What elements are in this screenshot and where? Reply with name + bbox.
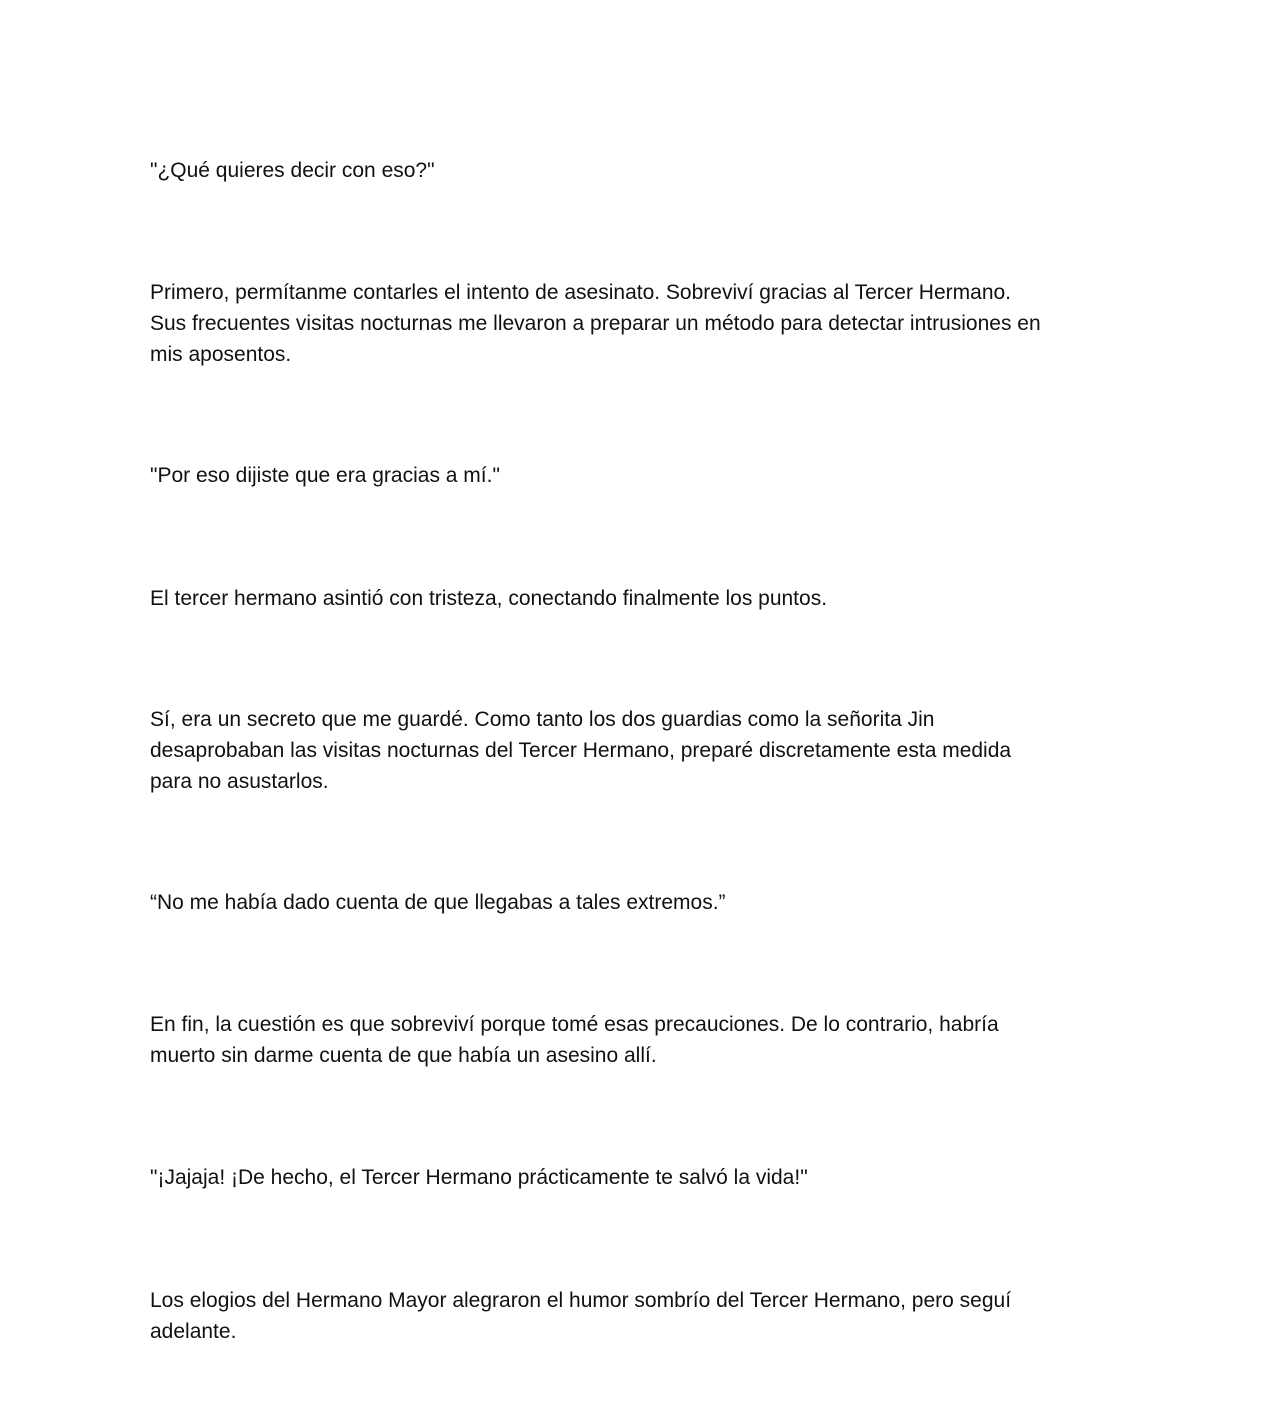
paragraph-dialogue: [150, 155, 1140, 186]
text-line: Los elogios del Hermano Mayor alegraron el humor sombrío del Tercer Hermano, pero seguí: [150, 1289, 1012, 1312]
paragraph-narration: [150, 583, 1140, 614]
text-line: para no asustarlos.: [150, 770, 329, 793]
paragraph-narration: [150, 704, 1140, 797]
paragraph-narration: [150, 1009, 1140, 1071]
text-line: desaprobaban las visitas nocturnas del Tercer Hermano, preparé discretamente esta medida: [150, 739, 1012, 762]
text-line: Primero, permítanme contarles el intento de asesinato. Sobreviví gracias al Tercer Hermano.: [150, 281, 1012, 304]
text-line: "¿Qué quieres decir con eso?": [150, 159, 435, 182]
text-line: El tercer hermano asintió con tristeza, conectando finalmente los puntos.: [150, 587, 828, 610]
text-line: “No me había dado cuenta de que llegabas a tales extremos.”: [150, 891, 726, 914]
text-line: Sí, era un secreto que me guardé. Como tanto los dos guardias como la señorita Jin: [150, 708, 935, 731]
paragraph-dialogue: [150, 460, 1140, 491]
text-line: En fin, la cuestión es que sobreviví porque tomé esas precauciones. De lo contrario, habría: [150, 1013, 999, 1036]
paragraph-dialogue: [150, 887, 1140, 918]
paragraph-narration: [150, 277, 1140, 370]
text-line: "Por eso dijiste que era gracias a mí.": [150, 464, 500, 487]
text-line: "¡Jajaja! ¡De hecho, el Tercer Hermano prácticamente te salvó la vida!": [150, 1166, 808, 1189]
text-line: mis aposentos.: [150, 343, 292, 366]
text-line: Sus frecuentes visitas nocturnas me llevaron a preparar un método para detectar intrusiones en: [150, 312, 1041, 335]
text-line: adelante.: [150, 1320, 237, 1343]
text-line: muerto sin darme cuenta de que había un asesino allí.: [150, 1044, 657, 1067]
paragraph-dialogue: [150, 1162, 1140, 1193]
paragraph-narration: [150, 1285, 1140, 1347]
